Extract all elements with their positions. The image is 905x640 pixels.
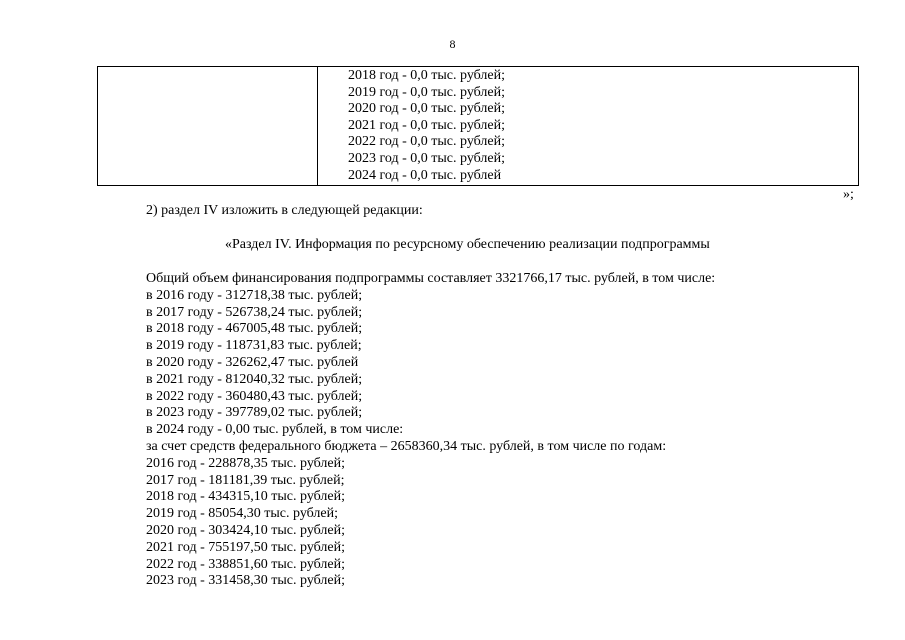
finance-line: в 2024 году - 0,00 тыс. рублей, в том числе:	[146, 422, 404, 438]
finance-line: 2016 год - 228878,35 тыс. рублей;	[146, 455, 346, 471]
finance-line: в 2016 году - 312718,38 тыс. рублей;	[146, 287, 363, 303]
finance-line: за счет средств федерального бюджета – 2658360,34 тыс. рублей, в том числе по годам:	[146, 438, 667, 454]
table-cell-right	[318, 67, 858, 185]
finance-line: в 2021 году - 812040,32 тыс. рублей;	[146, 371, 363, 387]
finance-block	[146, 271, 715, 590]
finance-line: в 2023 году - 397789,02 тыс. рублей;	[146, 405, 363, 421]
finance-line: 2022 год - 338851,60 тыс. рублей;	[146, 556, 346, 572]
finance-line: 2020 год - 303424,10 тыс. рублей;	[146, 522, 346, 538]
page-number: 8	[449, 37, 456, 51]
table-line: 2022 год - 0,0 тыс. рублей;	[348, 134, 506, 150]
table-line: 2024 год - 0,0 тыс. рублей	[348, 167, 502, 183]
table-line: 2023 год - 0,0 тыс. рублей;	[348, 150, 506, 166]
finance-line: в 2022 году - 360480,43 тыс. рублей;	[146, 388, 363, 404]
finance-line: 2018 год - 434315,10 тыс. рублей;	[146, 489, 346, 505]
budget-table	[97, 66, 859, 186]
finance-line: в 2017 году - 526738,24 тыс. рублей;	[146, 304, 363, 320]
section-heading: «Раздел IV. Информация по ресурсному обеспечению реализации подпрограммы	[225, 237, 710, 252]
finance-line: в 2018 году - 467005,48 тыс. рублей;	[146, 321, 363, 337]
finance-line: 2017 год - 181181,39 тыс. рублей;	[146, 472, 345, 488]
table-line: 2021 год - 0,0 тыс. рублей;	[348, 117, 506, 133]
table-line: 2018 год - 0,0 тыс. рублей;	[348, 68, 506, 83]
finance-line: в 2020 году - 326262,47 тыс. рублей	[146, 354, 359, 370]
closing-quote: »;	[843, 187, 854, 202]
finance-line: Общий объем финансирования подпрограммы составляет 3321766,17 тыс. рублей, в том числе:	[146, 271, 716, 286]
table-line: 2020 год - 0,0 тыс. рублей;	[348, 101, 506, 117]
amendment-item: 2) раздел IV изложить в следующей редакции:	[146, 203, 423, 218]
finance-line: 2019 год - 85054,30 тыс. рублей;	[146, 506, 339, 522]
finance-line: 2023 год - 331458,30 тыс. рублей;	[146, 573, 346, 589]
table-cell-left	[98, 67, 318, 185]
table-line: 2019 год - 0,0 тыс. рублей;	[348, 84, 506, 100]
finance-line: в 2019 году - 118731,83 тыс. рублей;	[146, 338, 362, 354]
finance-line: 2021 год - 755197,50 тыс. рублей;	[146, 539, 346, 555]
